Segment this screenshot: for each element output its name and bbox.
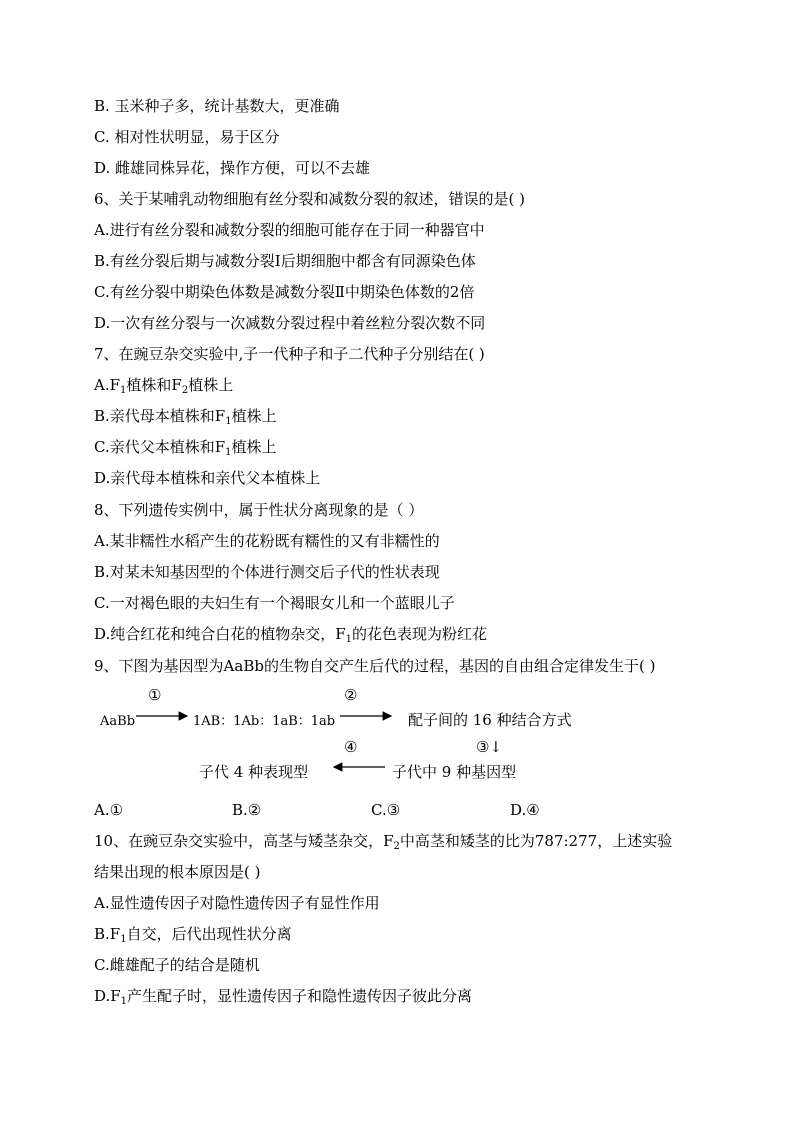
q8-option-c: C.一对褐色眼的夫妇生有一个褐眼女儿和一个蓝眼儿子 [94, 594, 455, 612]
q10-stem-post: 中高茎和矮茎的比为787:277，上述实验 [399, 832, 673, 850]
q10-stem-line2: 结果出现的根本原因是( ) [94, 863, 261, 881]
q8-stem: 8、下列遗传实例中，属于性状分离现象的是（ ） [94, 501, 424, 519]
step1-label: ① [148, 686, 162, 704]
q7-b-sub: 1 [225, 416, 232, 427]
q9-option-d: D.④ [510, 801, 540, 819]
q8-option-b: B.对某未知基因型的个体进行测交后子代的性状表现 [94, 563, 440, 581]
q10-d-pre: D.F [94, 987, 121, 1005]
q10-stem-pre: 10、在豌豆杂交实验中，高茎与矮茎杂交，F [94, 832, 394, 850]
q7-c-sub: 1 [225, 447, 232, 458]
step4-label: ④ [344, 738, 358, 756]
q7-a-sub2: 2 [181, 385, 189, 396]
q7-c-pre: C.亲代父本植株和F [94, 438, 226, 456]
q7-b-pre: B.亲代母本植株和F [94, 407, 226, 425]
q10-d-sub: 1 [120, 996, 128, 1007]
q6-stem: 6、关于某哺乳动物细胞有丝分裂和减数分裂的叙述，错误的是( ) [94, 190, 526, 208]
q5-option-b: B. 玉米种子多，统计基数大，更准确 [94, 97, 340, 115]
q7-stem: 7、在豌豆杂交实验中,子一代种子和子二代种子分别结在( ) [94, 345, 485, 363]
q7-b-post: 植株上 [231, 407, 277, 425]
q8-option-a: A.某非糯性水稻产生的花粉既有糯性的又有非糯性的 [94, 532, 440, 550]
q10-option-a: A.显性遗传因子对隐性遗传因子有显性作用 [94, 894, 380, 912]
offspring-genotypes: 子代中 9 种基因型 [392, 763, 517, 781]
step2-label: ② [344, 686, 358, 704]
q10-option-d [94, 986, 472, 1012]
offspring-phenotypes: 子代 4 种表现型 [199, 763, 309, 781]
q9-stem: 9、下图为基因型为AaBb的生物自交产生后代的过程，基因的自由组合定律发生于( ) [94, 657, 656, 675]
q5-option-d: D. 雌雄同株异花，操作方便，可以不去雄 [94, 159, 371, 177]
q10-b-pre: B.F [94, 925, 121, 943]
q8-d-sub: 1 [345, 634, 353, 645]
q10-b-post: 自交，后代出现性状分离 [126, 925, 292, 943]
q6-option-a: A.进行有丝分裂和减数分裂的细胞可能存在于同一种器官中 [94, 221, 485, 239]
q5-option-c: C. 相对性状明显，易于区分 [94, 128, 280, 146]
q8-d-post: 的花色表现为粉红花 [352, 625, 488, 643]
gamete-combos: 配子间的 16 种结合方式 [408, 711, 572, 729]
q7-c-post: 植株上 [231, 438, 277, 456]
q10-b-sub: 1 [120, 934, 127, 945]
q10-stem-sub: 2 [393, 841, 400, 852]
q7-a-post: 植株上 [188, 376, 234, 394]
q7-a-pre: A.F [94, 376, 121, 394]
q6-option-b: B.有丝分裂后期与减数分裂Ⅰ后期细胞中都含有同源染色体 [94, 252, 476, 270]
q7-a-sub1: 1 [120, 385, 127, 396]
q8-d-pre: D.纯合红花和纯合白花的植物杂交，F [94, 625, 346, 643]
q10-d-post: 产生配子时，显性遗传因子和隐性遗传因子彼此分离 [127, 987, 473, 1005]
step3-label: ③↓ [476, 738, 503, 756]
gametes-ratio: 1AB：1Ab：1aB：1ab [193, 714, 336, 729]
q9-option-a: A.① [94, 801, 124, 819]
q10-option-c: C.雌雄配子的结合是随机 [94, 956, 260, 974]
parent-genotype: AaBb [100, 714, 136, 729]
q10-option-b [94, 924, 292, 950]
q9-option-c: C.③ [371, 801, 401, 819]
q6-option-c: C.有丝分裂中期染色体数是减数分裂Ⅱ中期染色体数的2倍 [94, 283, 475, 301]
q10-stem-line1 [94, 831, 672, 857]
q9-option-b: B.② [232, 801, 262, 819]
q7-a-mid: 植株和F [126, 376, 182, 394]
q7-option-d: D.亲代母本植株和亲代父本植株上 [94, 469, 321, 487]
q6-option-d: D.一次有丝分裂与一次减数分裂过程中着丝粒分裂次数不同 [94, 314, 486, 332]
